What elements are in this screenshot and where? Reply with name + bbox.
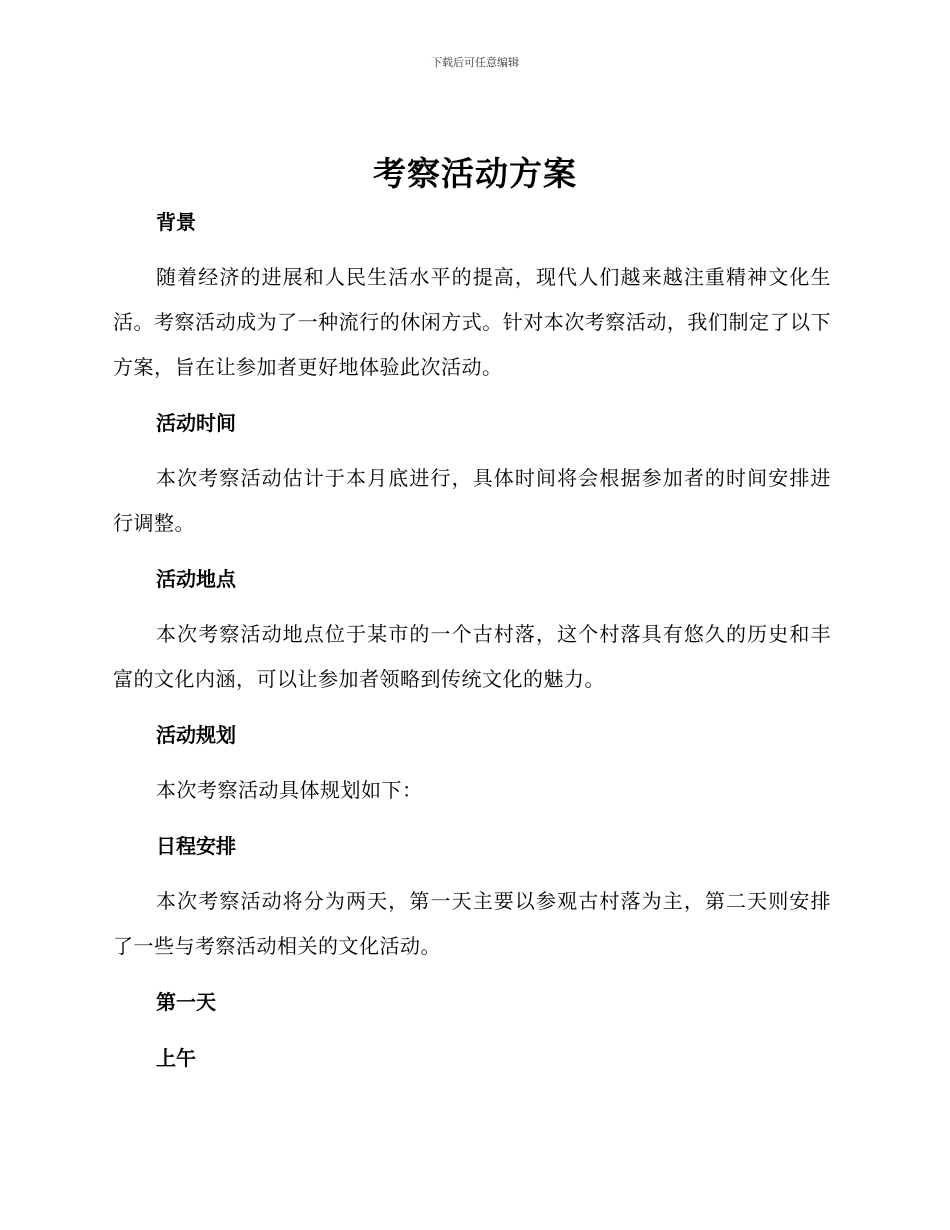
section-body-background: 随着经济的进展和人民生活水平的提高，现代人们越来越注重精神文化生活。考察活动成为了一种流行的休闲方式。针对本次考察活动，我们制定了以下方案，旨在让参加者更好地体验此次活动。	[113, 265, 831, 379]
section-heading-plan: 活动规划	[156, 723, 236, 747]
section-heading-day-one: 第一天	[156, 990, 216, 1014]
section-heading-location: 活动地点	[156, 567, 236, 591]
section-body-location: 本次考察活动地点位于某市的一个古村落，这个村落具有悠久的历史和丰富的文化内涵，可以让参加者领略到传统文化的魅力。	[113, 622, 831, 691]
section-body-schedule: 本次考察活动将分为两天，第一天主要以参观古村落为主，第二天则安排了一些与考察活动相关的文化活动。	[113, 889, 831, 958]
section-heading-schedule: 日程安排	[156, 834, 236, 858]
section-heading-time: 活动时间	[156, 411, 236, 435]
section-heading-morning: 上午	[156, 1046, 196, 1070]
page-header-note: 下载后可任意编辑	[431, 56, 519, 69]
section-body-time: 本次考察活动估计于本月底进行，具体时间将会根据参加者的时间安排进行调整。	[113, 466, 831, 535]
document-title: 考察活动方案	[373, 154, 577, 193]
document-body	[113, 200, 831, 1080]
section-heading-background: 背景	[156, 210, 196, 234]
section-body-plan: 本次考察活动具体规划如下：	[156, 778, 423, 802]
